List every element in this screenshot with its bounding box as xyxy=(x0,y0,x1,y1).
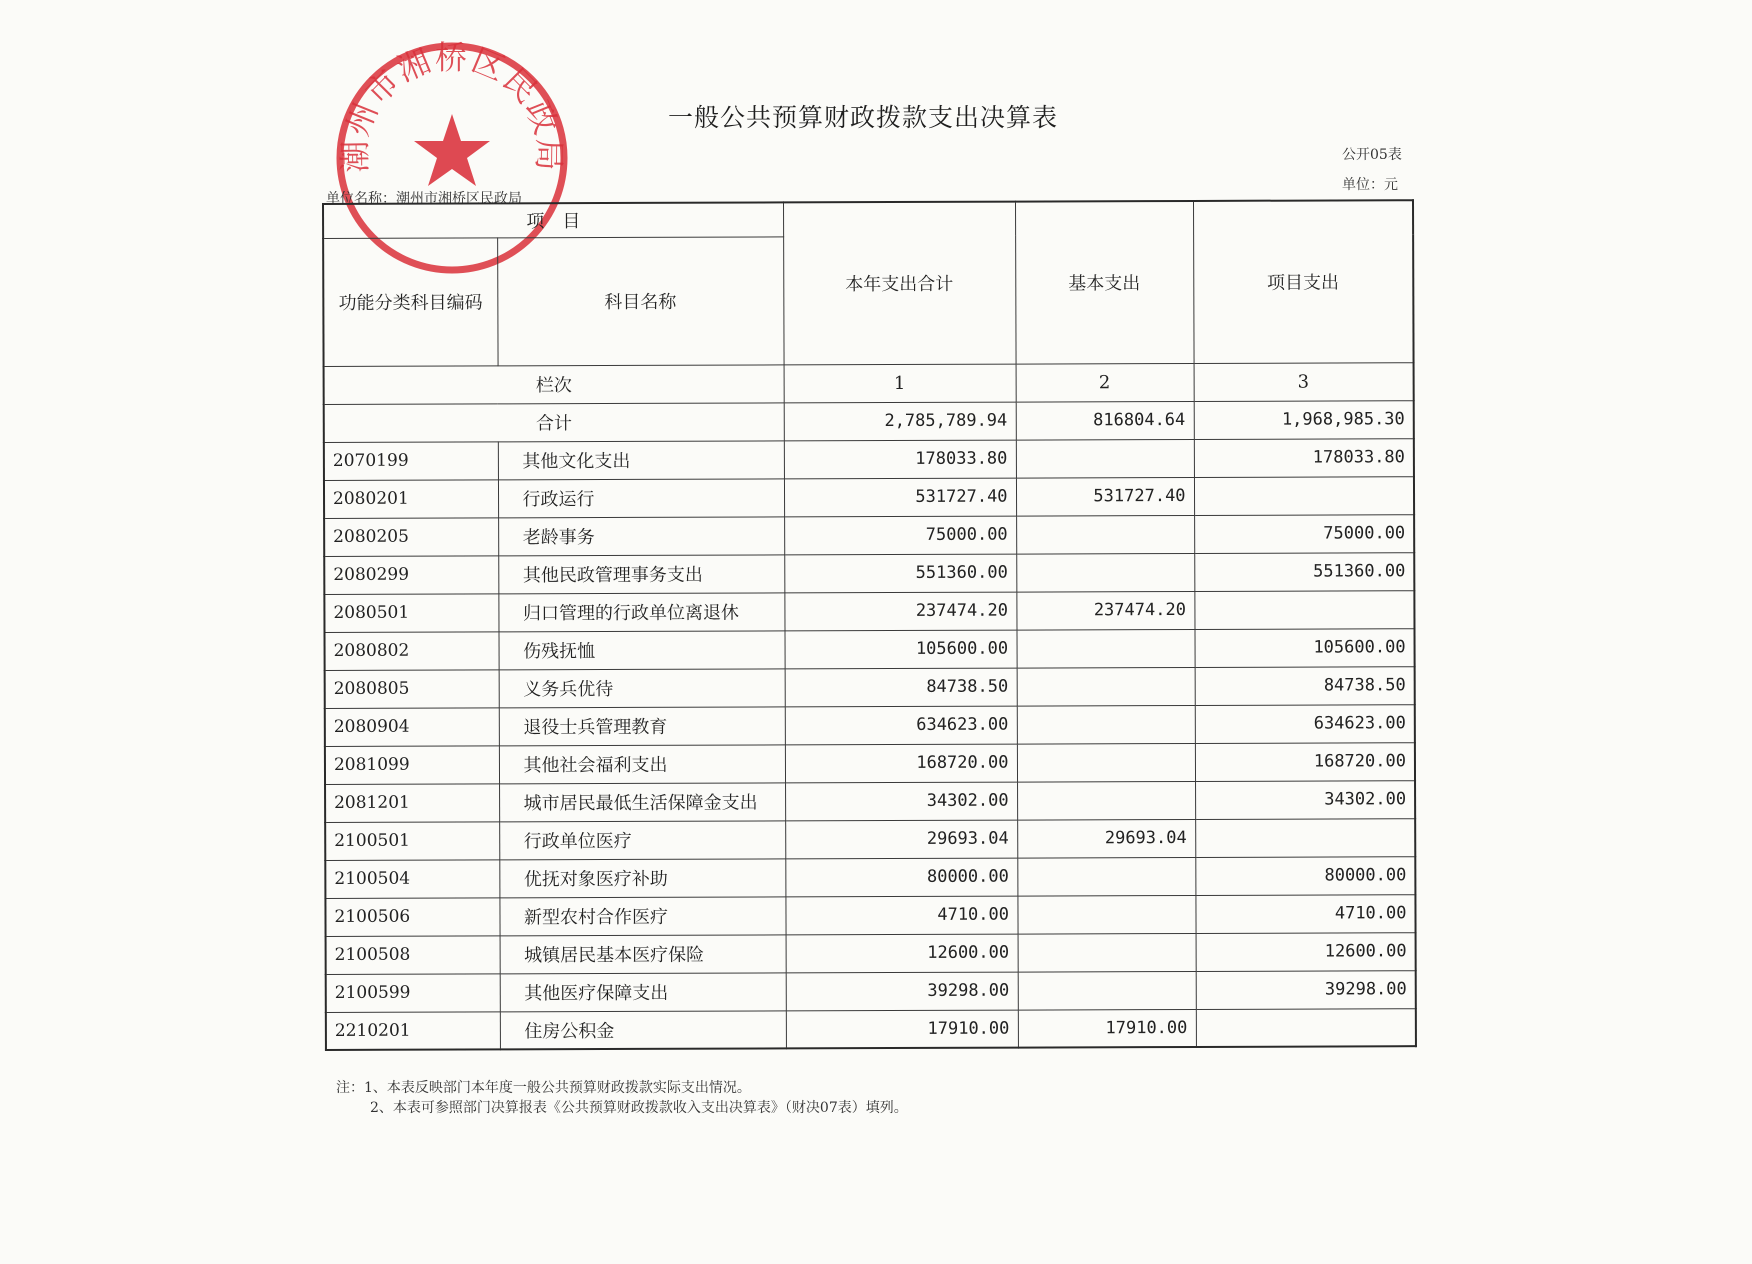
table-row xyxy=(325,818,1415,860)
name-cell: 其他社会福利支出 xyxy=(499,744,785,783)
name-cell: 行政单位医疗 xyxy=(499,820,785,859)
code-cell: 2100599 xyxy=(326,973,500,1012)
total-row-basic: 816804.64 xyxy=(1016,401,1194,440)
table-row xyxy=(325,856,1415,898)
total-row-total: 2,785,789.94 xyxy=(784,402,1016,441)
table-row xyxy=(324,590,1414,632)
column-index-1: 1 xyxy=(784,364,1016,403)
organization-name: 单位名称：潮州市湘桥区民政局 xyxy=(326,191,522,207)
table-row xyxy=(324,552,1414,594)
total-row-label: 合计 xyxy=(324,402,784,442)
code-cell: 2210201 xyxy=(326,1011,500,1050)
total-cell: 34302.00 xyxy=(785,782,1017,821)
table-row xyxy=(324,476,1414,518)
table-row xyxy=(326,1008,1416,1050)
name-cell: 住房公积金 xyxy=(500,1010,786,1049)
total-cell: 75000.00 xyxy=(784,516,1016,555)
code-cell: 2100504 xyxy=(325,859,499,898)
name-cell: 退役士兵管理教育 xyxy=(499,706,785,745)
column-index-2: 2 xyxy=(1016,363,1194,402)
table-row xyxy=(324,628,1414,670)
total-cell: 12600.00 xyxy=(786,934,1018,973)
project-cell: 178033.80 xyxy=(1194,438,1414,477)
basic-cell: 531727.40 xyxy=(1016,477,1194,516)
code-cell: 2080501 xyxy=(324,593,498,632)
total-row xyxy=(324,400,1414,442)
project-cell: 168720.00 xyxy=(1195,742,1415,781)
expenditure-table xyxy=(322,199,1417,1051)
code-cell: 2100501 xyxy=(325,821,499,860)
table-row xyxy=(325,742,1415,784)
table-row xyxy=(324,438,1414,480)
total-cell: 17910.00 xyxy=(786,1010,1018,1049)
column-index-label: 栏次 xyxy=(324,364,784,404)
basic-cell xyxy=(1017,705,1195,744)
total-cell: 178033.80 xyxy=(784,440,1016,479)
total-cell: 80000.00 xyxy=(785,858,1017,897)
project-cell: 4710.00 xyxy=(1195,894,1415,933)
project-cell xyxy=(1195,818,1415,857)
total-cell: 237474.20 xyxy=(784,592,1016,631)
note-line-1: 注：1、本表反映部门本年度一般公共预算财政拨款实际支出情况。 xyxy=(336,1080,751,1096)
header-row xyxy=(323,200,1413,238)
total-column-header: 本年支出合计 xyxy=(783,202,1016,365)
basic-cell xyxy=(1016,553,1194,592)
total-cell: 39298.00 xyxy=(786,972,1018,1011)
project-header: 项 目 xyxy=(323,202,783,238)
total-cell: 551360.00 xyxy=(784,554,1016,593)
basic-cell xyxy=(1017,667,1195,706)
project-cell xyxy=(1194,590,1414,629)
note-line-2: 2、本表可参照部门决算报表《公共预算财政拨款收入支出决算表》（财决07表）填列。 xyxy=(370,1100,908,1116)
project-column-header: 项目支出 xyxy=(1193,200,1414,363)
name-cell: 义务兵优待 xyxy=(499,668,785,707)
table-row xyxy=(326,932,1416,974)
total-cell: 168720.00 xyxy=(785,744,1017,783)
table-row xyxy=(324,514,1414,556)
project-cell: 12600.00 xyxy=(1196,932,1416,971)
table-row xyxy=(326,970,1416,1012)
code-cell: 2080205 xyxy=(324,517,498,556)
name-cell: 优抚对象医疗补助 xyxy=(499,858,785,897)
project-cell: 39298.00 xyxy=(1196,970,1416,1009)
project-cell: 34302.00 xyxy=(1195,780,1415,819)
code-cell: 2080904 xyxy=(325,707,499,746)
name-cell: 城市居民最低生活保障金支出 xyxy=(499,782,785,821)
basic-cell xyxy=(1017,895,1195,934)
name-cell: 城镇居民基本医疗保险 xyxy=(500,934,786,973)
currency-unit: 单位：元 xyxy=(1342,177,1398,193)
column-index-row xyxy=(324,362,1414,404)
project-cell: 551360.00 xyxy=(1194,552,1414,591)
code-cell: 2080299 xyxy=(324,555,498,594)
name-cell: 归口管理的行政单位离退休 xyxy=(498,592,784,631)
form-number: 公开05表 xyxy=(1342,147,1402,163)
total-cell: 4710.00 xyxy=(785,896,1017,935)
code-cell: 2080802 xyxy=(324,631,498,670)
total-row-project: 1,968,985.30 xyxy=(1194,400,1414,439)
total-cell: 29693.04 xyxy=(785,820,1017,859)
code-column-header: 功能分类科目编码 xyxy=(323,237,497,366)
name-cell: 新型农村合作医疗 xyxy=(499,896,785,935)
name-cell: 其他文化支出 xyxy=(498,440,784,479)
name-column-header: 科目名称 xyxy=(497,236,783,365)
name-cell: 伤残抚恤 xyxy=(498,630,784,669)
basic-cell xyxy=(1018,933,1196,972)
basic-cell xyxy=(1016,515,1194,554)
basic-cell xyxy=(1017,781,1195,820)
basic-column-header: 基本支出 xyxy=(1015,201,1194,364)
notes xyxy=(336,1078,908,1118)
total-cell: 531727.40 xyxy=(784,478,1016,517)
seal-text: 潮州市湘桥区民政局 xyxy=(335,38,569,173)
total-cell: 105600.00 xyxy=(784,630,1016,669)
project-cell: 634623.00 xyxy=(1195,704,1415,743)
basic-cell xyxy=(1017,743,1195,782)
name-cell: 行政运行 xyxy=(498,478,784,517)
code-cell: 2070199 xyxy=(324,441,498,480)
seal-star-icon xyxy=(414,114,490,186)
table-row xyxy=(325,666,1415,708)
code-cell: 2081201 xyxy=(325,783,499,822)
table-row xyxy=(325,894,1415,936)
table-row xyxy=(325,704,1415,746)
code-cell: 2100508 xyxy=(326,935,500,974)
project-cell: 84738.50 xyxy=(1195,666,1415,705)
document-title: 一般公共预算财政拨款支出决算表 xyxy=(668,103,1059,132)
basic-cell xyxy=(1016,439,1194,478)
table-row xyxy=(325,780,1415,822)
project-cell: 105600.00 xyxy=(1194,628,1414,667)
basic-cell xyxy=(1017,857,1195,896)
name-cell: 老龄事务 xyxy=(498,516,784,555)
project-cell xyxy=(1194,476,1414,515)
name-cell: 其他医疗保障支出 xyxy=(500,972,786,1011)
basic-cell: 237474.20 xyxy=(1016,591,1194,630)
total-cell: 84738.50 xyxy=(785,668,1017,707)
basic-cell: 29693.04 xyxy=(1017,819,1195,858)
column-index-3: 3 xyxy=(1194,362,1414,401)
code-cell: 2080805 xyxy=(325,669,499,708)
code-cell: 2100506 xyxy=(325,897,499,936)
basic-cell xyxy=(1016,629,1194,668)
project-cell xyxy=(1196,1008,1416,1047)
project-cell: 75000.00 xyxy=(1194,514,1414,553)
code-cell: 2081099 xyxy=(325,745,499,784)
code-cell: 2080201 xyxy=(324,479,498,518)
basic-cell xyxy=(1018,971,1196,1010)
project-cell: 80000.00 xyxy=(1195,856,1415,895)
basic-cell: 17910.00 xyxy=(1018,1009,1196,1048)
name-cell: 其他民政管理事务支出 xyxy=(498,554,784,593)
total-cell: 634623.00 xyxy=(785,706,1017,745)
